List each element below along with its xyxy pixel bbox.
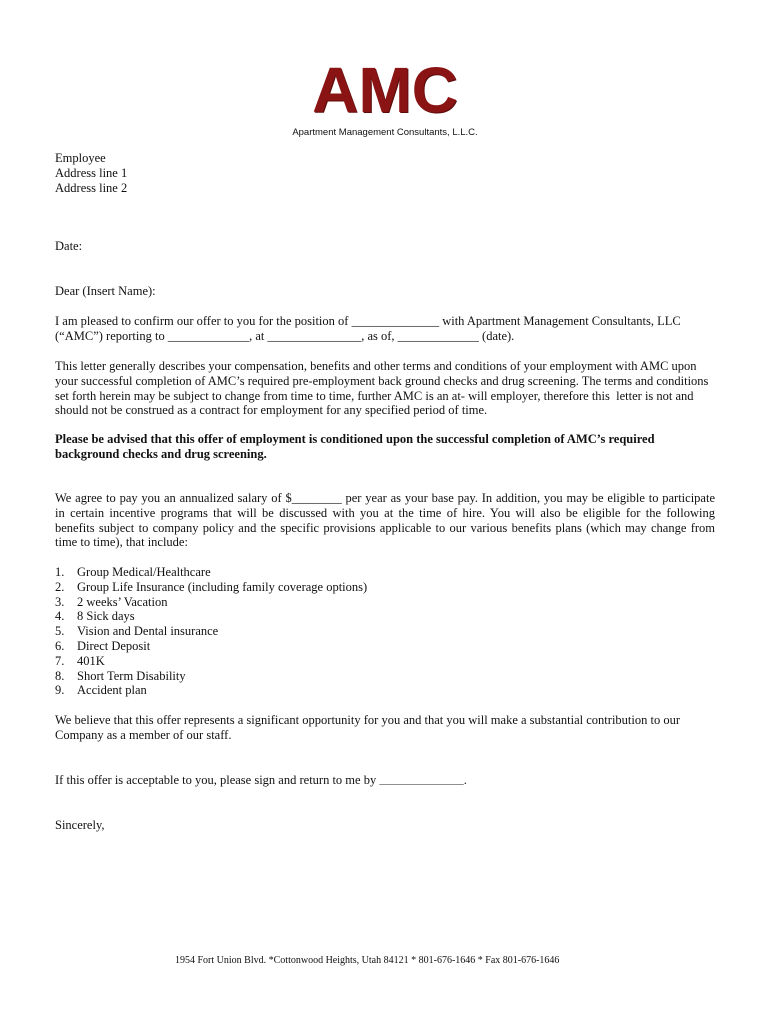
signoff [55,818,715,833]
recipient-address-line-2: Address line 2 [55,180,128,195]
acceptance-line [55,773,715,788]
paragraph-line: Company as a member of our staff. [55,727,232,742]
salutation-text: Dear (Insert Name): [55,284,156,298]
benefit-number: 1. [55,565,65,579]
offer-paragraph [55,314,715,344]
benefit-number: 9. [55,683,65,698]
description-paragraph [55,359,715,418]
list-item [55,609,715,624]
benefit-number: 8. [55,668,65,683]
benefit-text: Group Life Insurance (including family coverage options) [77,579,368,594]
signoff-text: Sincerely, [55,818,105,832]
benefit-text: 8 Sick days [77,609,135,624]
salary-paragraph [55,491,715,550]
paragraph-line: I am pleased to confirm our offer to you for the position of ______________ with Apartment Management Consultants, LLC [55,314,681,328]
recipient-name: Employee [55,151,106,165]
benefit-text: Short Term Disability [77,668,186,683]
recipient-address-line-1: Address line 1 [55,165,128,180]
amc-logo: AMC [312,54,458,126]
paragraph-line: We believe that this offer represents a significant opportunity for you and that you will make a substantial contribution to our [55,713,680,727]
benefit-number: 2. [55,579,65,594]
paragraph-line: in certain incentive programs that will be discussed with you at the time of hire. You will also be eligible for the following [55,505,715,520]
company-name: Apartment Management Consultants, L.L.C. [292,127,478,138]
list-item [55,639,715,654]
date-label: Date: [55,239,83,253]
acceptance-end: . [463,773,467,787]
paragraph-line: We agree to pay you an annualized salary of $________ per year as your base pay. In addition, you may be eligible to participate [55,491,715,505]
benefit-number: 4. [55,609,65,624]
benefit-text: Group Medical/Healthcare [77,565,211,579]
benefit-text: 401K [77,653,105,668]
benefit-number: 3. [55,594,65,609]
benefit-number: 6. [55,638,65,653]
closing-paragraph [55,713,715,743]
recipient-address [55,151,715,195]
paragraph-line: your successful completion of AMC’s required pre-employment back ground checks and drug screening. The terms and conditions [55,373,709,388]
list-item [55,654,715,669]
benefits-list [55,565,715,698]
list-item [55,565,715,580]
list-item [55,580,715,595]
paragraph-line: This letter generally describes your compensation, benefits and other terms and conditions of your employment with AMC upon [55,359,697,373]
screening-notice [55,432,715,462]
paragraph-line: set forth herein may be subject to change from time to time, further AMC is an at- will employer, therefore this letter is not and [55,388,694,403]
benefit-text: Vision and Dental insurance [77,624,219,639]
acceptance-text: If this offer is acceptable to you, please sign and return to me by [55,773,380,787]
list-item [55,669,715,684]
paragraph-line: background checks and drug screening. [55,446,267,461]
list-item [55,624,715,639]
return-date-blank: __________________ [379,777,464,787]
benefit-text: Accident plan [77,683,147,698]
paragraph-line: Please be advised that this offer of employment is conditioned upon the successful completion of AMC’s required [55,432,655,446]
benefit-number: 7. [55,653,65,668]
list-item [55,683,715,698]
footer-address: 1954 Fort Union Blvd. *Cottonwood Heights, Utah 84121 * 801-676-1646 * Fax 801-676-1646 [175,955,560,966]
benefit-text: Direct Deposit [77,638,151,653]
benefit-number: 5. [55,624,65,639]
salutation [55,284,715,299]
acceptance-text-row [55,773,715,788]
paragraph-line: benefits subject to company policy and the specific provisions applicable to our various benefits plans (which may change from [55,520,715,535]
paragraph-line: should not be construed as a contract for employment for any specified period of time. [55,403,488,418]
paragraph-line: (“AMC”) reporting to _____________, at _______________, as of, _____________ (date). [55,328,515,343]
paragraph-line: time to time), that include: [55,535,188,550]
date-line [55,239,715,254]
benefit-text: 2 weeks’ Vacation [77,594,168,609]
list-item [55,595,715,610]
